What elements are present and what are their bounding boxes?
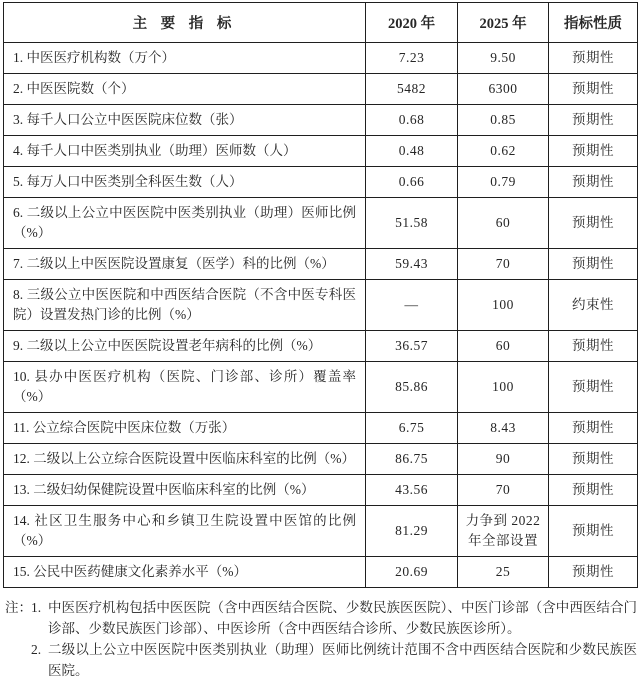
value-2025-cell: 100 [458,362,549,413]
value-2020-cell: 7.23 [366,43,458,74]
nature-cell: 预期性 [549,198,638,249]
table-row [4,105,638,136]
nature-cell: 预期性 [549,506,638,557]
table-row [4,167,638,198]
value-2025-cell: 0.85 [458,105,549,136]
value-2020-cell: 51.58 [366,198,458,249]
table-row [4,362,638,413]
value-2025-cell: 60 [458,198,549,249]
value-2025-cell: 0.62 [458,136,549,167]
value-2020-cell: 59.43 [366,249,458,280]
column-header-2020: 2020 年 [366,3,458,43]
table-row [4,74,638,105]
value-2025-cell: 60 [458,331,549,362]
table-row [4,331,638,362]
value-2025-cell: 70 [458,475,549,506]
indicator-cell: 4. 每千人口中医类别执业（助理）医师数（人） [4,136,366,167]
value-2020-cell: 5482 [366,74,458,105]
nature-cell: 预期性 [549,444,638,475]
indicator-cell: 11. 公立综合医院中医床位数（万张） [4,413,366,444]
indicator-cell: 9. 二级以上公立中医医院设置老年病科的比例（%） [4,331,366,362]
value-2020-cell: 43.56 [366,475,458,506]
table-row [4,413,638,444]
indicator-cell: 8. 三级公立中医医院和中西医结合医院（不含中医专科医院）设置发热门诊的比例（%） [4,280,366,331]
note-text: 二级以上公立中医医院中医类别执业（助理）医师比例统计范围不含中西医结合医院和少数民族医医院。 [48,642,637,678]
value-2020-cell: 85.86 [366,362,458,413]
indicators-table [3,2,638,588]
table-body [4,43,638,588]
value-2020-cell: 20.69 [366,557,458,588]
value-2025-cell: 25 [458,557,549,588]
value-2025-cell: 70 [458,249,549,280]
nature-cell: 约束性 [549,280,638,331]
indicator-cell: 10. 县办中医医疗机构（医院、门诊部、诊所）覆盖率（%） [4,362,366,413]
note-item-1 [5,597,637,639]
indicator-cell: 7. 二级以上中医医院设置康复（医学）科的比例（%） [4,249,366,280]
nature-cell: 预期性 [549,43,638,74]
header-row [4,3,638,43]
nature-cell: 预期性 [549,249,638,280]
nature-cell: 预期性 [549,362,638,413]
column-header-nature: 指标性质 [549,3,638,43]
value-2020-cell: 6.75 [366,413,458,444]
table-row [4,198,638,249]
column-header-indicator: 主 要 指 标 [4,3,366,43]
table-row [4,43,638,74]
nature-cell: 预期性 [549,74,638,105]
table-row [4,249,638,280]
indicator-cell: 6. 二级以上公立中医医院中医类别执业（助理）医师比例（%） [4,198,366,249]
value-2025-cell: 9.50 [458,43,549,74]
note-number: 2. [31,642,42,657]
notes-label: 注： [5,600,32,615]
value-2020-cell: 0.48 [366,136,458,167]
indicator-cell: 12. 二级以上公立综合医院设置中医临床科室的比例（%） [4,444,366,475]
value-2020-cell: 81.29 [366,506,458,557]
nature-cell: 预期性 [549,331,638,362]
value-2020-cell: — [366,280,458,331]
value-2020-cell: 86.75 [366,444,458,475]
value-2025-cell: 力争到 2022 年全部设置 [458,506,549,557]
value-2025-cell: 8.43 [458,413,549,444]
nature-cell: 预期性 [549,136,638,167]
table-row [4,475,638,506]
value-2020-cell: 0.68 [366,105,458,136]
value-2025-cell: 0.79 [458,167,549,198]
indicator-cell: 13. 二级妇幼保健院设置中医临床科室的比例（%） [4,475,366,506]
table-row [4,506,638,557]
indicator-cell: 3. 每千人口公立中医医院床位数（张） [4,105,366,136]
indicator-cell: 15. 公民中医药健康文化素养水平（%） [4,557,366,588]
notes-section [3,597,637,681]
value-2025-cell: 100 [458,280,549,331]
table-row [4,136,638,167]
indicator-cell: 14. 社区卫生服务中心和乡镇卫生院设置中医馆的比例（%） [4,506,366,557]
value-2025-cell: 6300 [458,74,549,105]
table-row [4,444,638,475]
indicator-cell: 2. 中医医院数（个） [4,74,366,105]
indicator-cell: 1. 中医医疗机构数（万个） [4,43,366,74]
nature-cell: 预期性 [549,475,638,506]
indicator-cell: 5. 每万人口中医类别全科医生数（人） [4,167,366,198]
note-text: 中医医疗机构包括中医医院（含中西医结合医院、少数民族医医院）、中医门诊部（含中西医结合门诊部、少数民族医门诊部）、中医诊所（含中西医结合诊所、少数民族医诊所）。 [48,600,637,636]
value-2020-cell: 0.66 [366,167,458,198]
table-header [4,3,638,43]
nature-cell: 预期性 [549,413,638,444]
nature-cell: 预期性 [549,167,638,198]
table-row [4,280,638,331]
table-row [4,557,638,588]
note-number: 1. [31,600,42,615]
nature-cell: 预期性 [549,557,638,588]
note-item-2 [5,639,637,681]
value-2020-cell: 36.57 [366,331,458,362]
nature-cell: 预期性 [549,105,638,136]
column-header-2025: 2025 年 [458,3,549,43]
value-2025-cell: 90 [458,444,549,475]
